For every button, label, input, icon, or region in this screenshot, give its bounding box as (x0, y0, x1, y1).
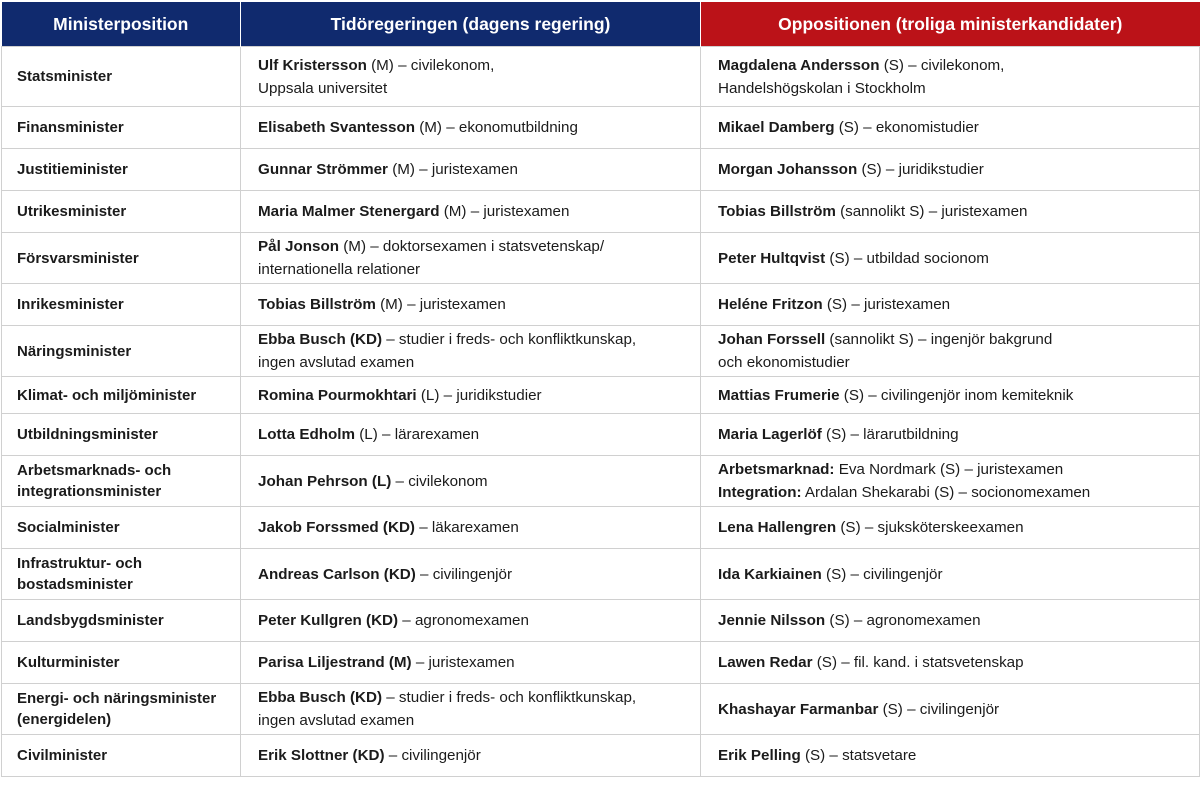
minister-name: Jennie Nilsson (718, 612, 826, 629)
minister-name: Johan Pehrson (L) (258, 472, 392, 490)
cell-position (2, 507, 241, 549)
cell-line (258, 423, 692, 446)
position-label: Kulturminister (17, 654, 120, 671)
minister-details: Uppsala universitet (258, 79, 388, 97)
position-label: bostadsminister (17, 576, 133, 593)
cell-position (2, 456, 241, 507)
minister-name: Parisa Liljestrand (M) (258, 654, 412, 671)
ministers-table (1, 2, 1200, 777)
cell-position (2, 47, 241, 107)
cell-opposition (701, 684, 1200, 735)
cell-line (718, 423, 1191, 446)
minister-details: (S) – civilingenjör (878, 700, 1000, 718)
header-position: Ministerposition (2, 2, 241, 47)
position-label: integrationsminister (17, 483, 162, 500)
cell-government (241, 191, 701, 233)
table-row (2, 642, 1200, 684)
minister-details: (S) – sjuksköterskeexamen (836, 519, 1024, 536)
minister-name: Khashayar Farmanbar (718, 700, 879, 718)
header-row (2, 2, 1200, 47)
minister-name: Morgan Johansson (718, 161, 858, 178)
table-row (2, 149, 1200, 191)
cell-line (258, 258, 692, 281)
cell-line (258, 686, 692, 709)
minister-details: – civilingenjör (384, 747, 481, 764)
cell-line (718, 328, 1191, 351)
table-row (2, 191, 1200, 233)
minister-name: Ida Karkiainen (718, 565, 822, 583)
minister-details: (S) – utbildad socionom (825, 249, 989, 267)
minister-name: Magdalena Andersson (718, 56, 880, 74)
minister-name: Lena Hallengren (718, 519, 837, 536)
position-label: Energi- och näringsminister (17, 690, 217, 707)
cell-opposition (701, 642, 1200, 684)
cell-opposition (701, 600, 1200, 642)
cell-line (718, 698, 1191, 721)
cell-line (718, 744, 1191, 767)
cell-opposition (701, 377, 1200, 414)
minister-name: Ulf Kristersson (258, 56, 367, 74)
minister-details: Handelshögskolan i Stockholm (718, 79, 926, 97)
minister-name: Integration: (718, 484, 802, 501)
position-label: (energidelen) (17, 711, 112, 728)
cell-government (241, 47, 701, 107)
cell-line (718, 384, 1191, 407)
table-row (2, 326, 1200, 377)
position-label: Civilminister (17, 747, 108, 764)
cell-line (718, 116, 1191, 139)
cell-opposition (701, 191, 1200, 233)
minister-details: (M) – doktorsexamen i statsvetenskap/ (339, 238, 605, 255)
table-row (2, 233, 1200, 284)
minister-name: Tobias Billström (258, 296, 376, 313)
cell-position (2, 191, 241, 233)
minister-details: (S) – agronomexamen (825, 612, 981, 629)
minister-name: Romina Pourmokhtari (258, 386, 417, 404)
minister-details: Eva Nordmark (S) – juristexamen (834, 461, 1064, 478)
minister-name: Jakob Forssmed (KD) (258, 519, 415, 536)
cell-line (718, 651, 1191, 674)
minister-details: (S) – juristexamen (822, 296, 951, 313)
cell-opposition (701, 284, 1200, 326)
position-label: Klimat- och miljöminister (17, 386, 197, 404)
cell-opposition (701, 507, 1200, 549)
minister-details: (M) – juristexamen (375, 296, 506, 313)
cell-government (241, 107, 701, 149)
minister-details: (S) – lärarutbildning (821, 426, 959, 443)
position-label: Socialminister (17, 519, 120, 536)
minister-name: Tobias Billström (718, 203, 836, 220)
minister-details: och ekonomistudier (718, 354, 850, 371)
cell-line (258, 200, 692, 223)
cell-government (241, 684, 701, 735)
cell-government (241, 456, 701, 507)
cell-line (258, 709, 692, 732)
cell-line (258, 328, 692, 351)
position-label: Infrastruktur- och (17, 555, 143, 572)
minister-name: Lawen Redar (718, 654, 813, 671)
position-label: Finansminister (17, 119, 124, 136)
cell-government (241, 735, 701, 777)
cell-line (258, 384, 692, 407)
position-label: Utrikesminister (17, 203, 127, 220)
minister-details: (S) – civilingenjör inom kemiteknik (839, 386, 1074, 404)
minister-details: ingen avslutad examen (258, 354, 415, 371)
minister-details: (sannolikt S) – juristexamen (835, 203, 1028, 220)
minister-name: Maria Malmer Stenergard (258, 203, 440, 220)
cell-line (718, 77, 1191, 100)
cell-government (241, 549, 701, 600)
table-row (2, 456, 1200, 507)
minister-name: Erik Pelling (718, 747, 801, 764)
cell-opposition (701, 107, 1200, 149)
position-label: Landsbygdsminister (17, 612, 164, 629)
minister-details: internationella relationer (258, 261, 421, 278)
table-row (2, 414, 1200, 456)
cell-government (241, 326, 701, 377)
cell-opposition (701, 233, 1200, 284)
cell-position (2, 414, 241, 456)
cell-position (2, 549, 241, 600)
table-row (2, 47, 1200, 107)
position-label: Statsminister (17, 68, 113, 85)
cell-government (241, 377, 701, 414)
cell-line (258, 158, 692, 181)
minister-details: (sannolikt S) – ingenjör bakgrund (825, 331, 1053, 348)
minister-details: (L) – juridikstudier (416, 386, 542, 404)
cell-line (258, 651, 692, 674)
minister-details: (L) – lärarexamen (355, 426, 480, 443)
cell-position (2, 326, 241, 377)
table-row (2, 600, 1200, 642)
cell-government (241, 233, 701, 284)
cell-line (718, 247, 1191, 270)
cell-opposition (701, 47, 1200, 107)
cell-line (258, 744, 692, 767)
cell-line (718, 54, 1191, 77)
cell-line (258, 351, 692, 374)
header-opposition: Oppositionen (troliga ministerkandidater) (701, 2, 1200, 47)
minister-details: (S) – statsvetare (800, 747, 917, 764)
minister-name: Ebba Busch (KD) (258, 331, 383, 348)
minister-name: Maria Lagerlöf (718, 426, 822, 443)
cell-position (2, 377, 241, 414)
minister-name: Heléne Fritzon (718, 296, 823, 313)
cell-line (258, 116, 692, 139)
cell-government (241, 284, 701, 326)
minister-name: Mattias Frumerie (718, 386, 840, 404)
table-row (2, 107, 1200, 149)
table-row (2, 284, 1200, 326)
minister-details: – agronomexamen (398, 612, 529, 629)
cell-opposition (701, 414, 1200, 456)
cell-line (718, 516, 1191, 539)
minister-name: Peter Kullgren (KD) (258, 612, 399, 629)
cell-line (258, 516, 692, 539)
cell-line (718, 609, 1191, 632)
minister-name: Elisabeth Svantesson (258, 119, 415, 136)
cell-line (258, 77, 692, 100)
minister-name: Lotta Edholm (258, 426, 356, 443)
cell-line (718, 200, 1191, 223)
cell-opposition (701, 326, 1200, 377)
cell-line (718, 158, 1191, 181)
cell-line (718, 458, 1191, 481)
minister-name: Gunnar Strömmer (258, 161, 388, 178)
cell-line (258, 54, 692, 77)
minister-details: Ardalan Shekarabi (S) – socionomexamen (801, 484, 1091, 501)
cell-line (258, 563, 692, 586)
position-label: Utbildningsminister (17, 426, 158, 443)
minister-details: (S) – fil. kand. i statsvetenskap (812, 654, 1024, 671)
cell-line (718, 293, 1191, 316)
minister-details: (M) – ekonomutbildning (415, 119, 578, 136)
cell-government (241, 149, 701, 191)
cell-line (718, 563, 1191, 586)
minister-details: (S) – civilekonom, (879, 56, 1005, 74)
minister-details: – civilingenjör (415, 565, 513, 583)
table-row (2, 684, 1200, 735)
minister-name: Arbetsmarknad: (718, 461, 835, 478)
minister-details: – juristexamen (411, 654, 515, 671)
position-label: Försvarsminister (17, 249, 139, 267)
minister-name: Johan Forssell (718, 331, 826, 348)
minister-details: (M) – juristexamen (439, 203, 570, 220)
cell-government (241, 600, 701, 642)
cell-opposition (701, 149, 1200, 191)
cell-line (258, 235, 692, 258)
cell-position (2, 600, 241, 642)
minister-details: (M) – civilekonom, (366, 56, 495, 74)
cell-opposition (701, 549, 1200, 600)
minister-details: – studier i freds- och konfliktkunskap, (382, 331, 637, 348)
cell-position (2, 107, 241, 149)
minister-details: (S) – civilingenjör (821, 565, 943, 583)
cell-position (2, 284, 241, 326)
minister-name: Peter Hultqvist (718, 249, 826, 267)
cell-line (258, 609, 692, 632)
cell-line (718, 481, 1191, 504)
cell-opposition (701, 456, 1200, 507)
table-row (2, 549, 1200, 600)
cell-government (241, 414, 701, 456)
cell-position (2, 642, 241, 684)
minister-details: – civilekonom (391, 472, 488, 490)
position-label: Justitieminister (17, 161, 128, 178)
minister-name: Ebba Busch (KD) (258, 689, 383, 706)
position-label: Arbetsmarknads- och (17, 462, 172, 479)
minister-details: (S) – juridikstudier (857, 161, 984, 178)
position-label: Näringsminister (17, 342, 132, 360)
position-label: Inrikesminister (17, 296, 124, 313)
cell-position (2, 735, 241, 777)
header-government: Tidöregeringen (dagens regering) (241, 2, 701, 47)
cell-government (241, 642, 701, 684)
minister-details: ingen avslutad examen (258, 712, 415, 729)
table-row (2, 377, 1200, 414)
cell-position (2, 684, 241, 735)
cell-position (2, 149, 241, 191)
minister-name: Andreas Carlson (KD) (258, 565, 416, 583)
cell-position (2, 233, 241, 284)
table-body (2, 47, 1200, 777)
cell-line (718, 351, 1191, 374)
minister-details: (S) – ekonomistudier (834, 119, 979, 136)
cell-line (258, 470, 692, 493)
minister-details: – läkarexamen (414, 519, 519, 536)
table-row (2, 507, 1200, 549)
minister-name: Erik Slottner (KD) (258, 747, 385, 764)
minister-name: Pål Jonson (258, 238, 340, 255)
cell-opposition (701, 735, 1200, 777)
minister-details: (M) – juristexamen (387, 161, 518, 178)
minister-name: Mikael Damberg (718, 119, 835, 136)
cell-line (258, 293, 692, 316)
minister-details: – studier i freds- och konfliktkunskap, (382, 689, 637, 706)
cell-government (241, 507, 701, 549)
table-row (2, 735, 1200, 777)
